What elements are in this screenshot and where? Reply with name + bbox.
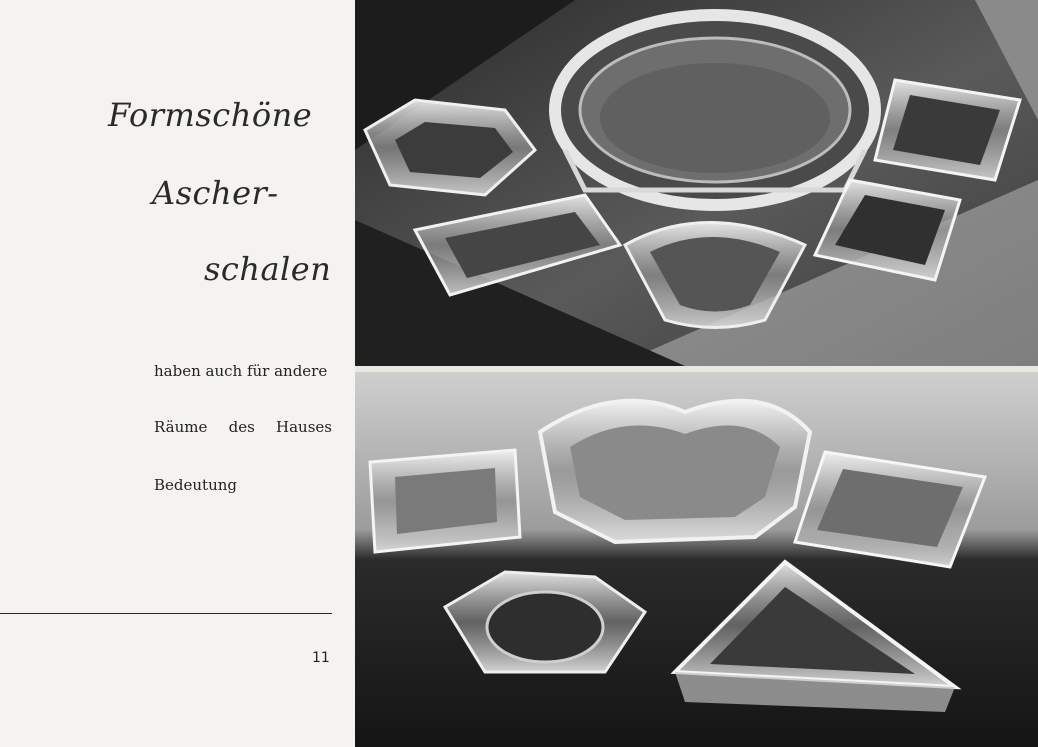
glass-ashtrays-photo-icon bbox=[355, 372, 1038, 747]
page-number: 11 bbox=[312, 650, 330, 666]
glass-ashtrays-photo-icon bbox=[355, 0, 1038, 366]
title-line-2: Ascher- bbox=[152, 174, 279, 212]
title-line-1: Formschöne bbox=[108, 96, 313, 134]
text-column bbox=[0, 0, 355, 747]
body-word: Hauses bbox=[276, 418, 332, 436]
top-ashtray-photo bbox=[355, 0, 1038, 366]
body-line-2 bbox=[154, 418, 332, 436]
horizontal-rule bbox=[0, 613, 332, 614]
bottom-ashtray-photo bbox=[355, 372, 1038, 747]
title-line-3: schalen bbox=[204, 250, 332, 288]
body-word: des bbox=[228, 418, 255, 436]
body-line-3: Bedeutung bbox=[154, 476, 237, 494]
body-word: Räume bbox=[154, 418, 208, 436]
body-line-1: haben auch für andere bbox=[154, 362, 328, 380]
